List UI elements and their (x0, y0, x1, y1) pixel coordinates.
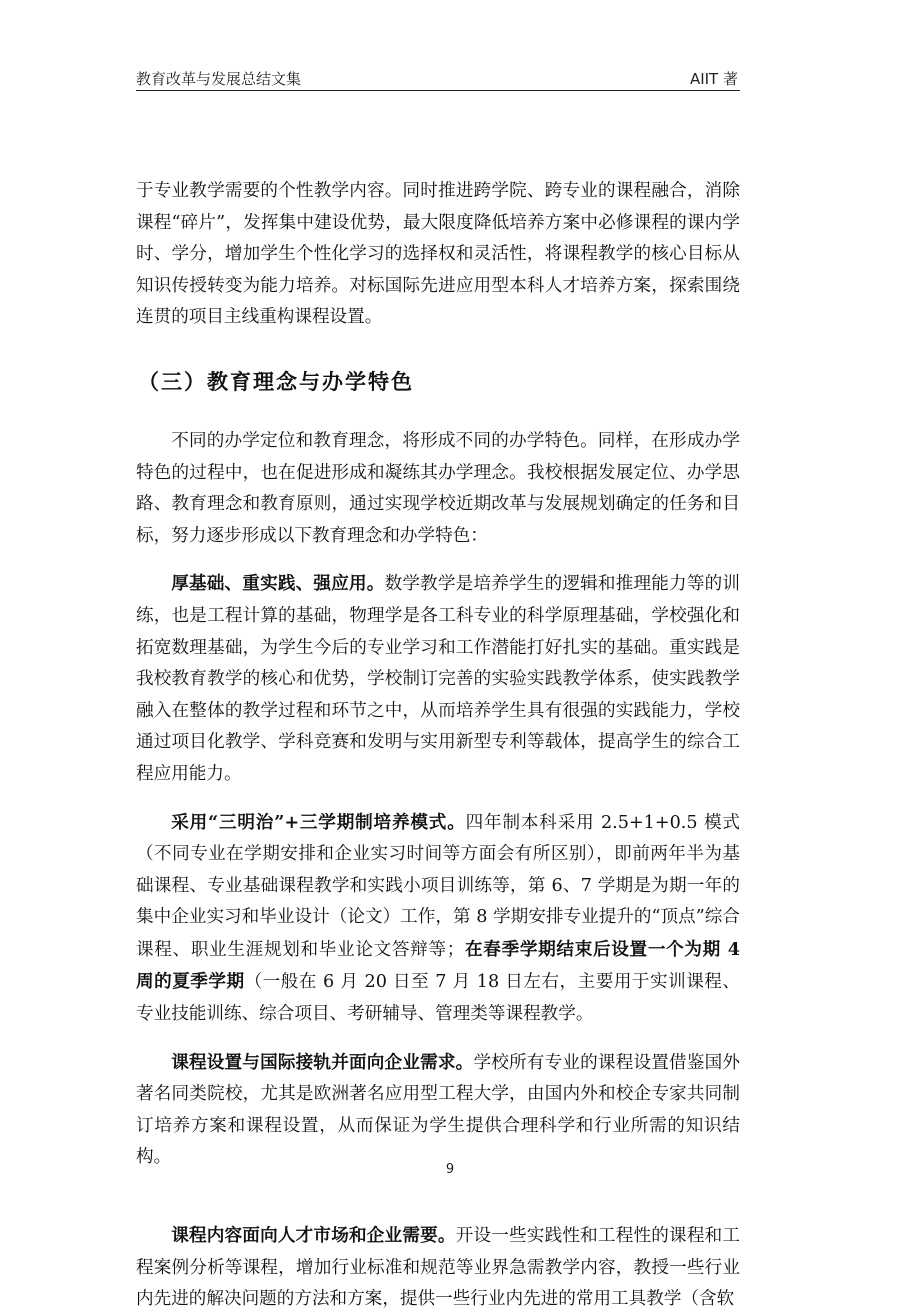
paragraph-lead-bold: 采用“三明治”+三学期制培养模式。 (171, 811, 466, 833)
paragraph-sandwich-model (136, 807, 740, 1031)
page-body (136, 176, 740, 1316)
paragraph-course-content (136, 1220, 740, 1316)
paragraph-text: 学校所有专业的课程设置借鉴国外著名同类院校，尤其是欧洲著名应用型工程大学，由国内外和校企专家共同制订培养方案和课程设置，从而保证为学生提供合理科学和行业所需的知识结构。 (136, 1052, 740, 1168)
paragraph-lead-bold: 课程内容面向人才市场和企业需要。 (171, 1225, 456, 1247)
section-intro-paragraph: 不同的办学定位和教育理念，将形成不同的办学特色。同样，在形成办学特色的过程中，也在促进形成和凝练其办学理念。我校根据发展定位、办学思路、教育理念和教育原则，通过实现学校近期改革与发展规划确定的任务和目标，努力逐步形成以下教育理念和办学特色： (136, 430, 740, 546)
paragraph-text: 数学教学是培养学生的逻辑和推理能力等的训练，也是工程计算的基础，物理学是各工科专业的科学原理基础，学校强化和拓宽数理基础，为学生今后的专业学习和工作潜能打好扎实的基础。重实践是我校教育教学的核心和优势，学校制订完善的实验实践教学体系，使实践教学融入在整体的教学过程和环节之中，从而培养学生具有很强的实践能力，学校通过项目化教学、学科竞赛和发明与实用新型专利等载体，提高学生的综合工程应用能力。 (136, 574, 740, 784)
paragraph-inline-bold: 在春季学期结束后设置一个为期 4 周的夏季学期 (136, 938, 740, 993)
header-title: 教育改革与发展总结文集 (136, 70, 302, 88)
paragraph-text: （一般在 6 月 20 日至 7 月 18 日左右，主要用于实训课程、专业技能训练、综合项目、考研辅导、管理类等课程教学。 (136, 972, 740, 1025)
section-heading: （三）教育理念与办学特色 (138, 369, 414, 394)
paragraph-text: 开设一些实践性和工程性的课程和工程案例分析等课程，增加行业标准和规范等业界急需教学内容，教授一些行业内先进的解决问题的方法和方案，提供一些行业内先进的常用工具教学（含软 (136, 1226, 740, 1310)
paragraph-curriculum-international (136, 1047, 740, 1174)
paragraph-lead-bold: 课程设置与国际接轨并面向企业需求。 (171, 1051, 474, 1073)
intro-paragraph: 于专业教学需要的个性教学内容。同时推进跨学院、跨专业的课程融合，消除课程“碎片”，发挥集中建设优势，最大限度降低培养方案中必修课程的课内学时、学分，增加学生个性化学习的选择权和灵活性，将课程教学的核心目标从知识传授转变为能力培养。对标国际先进应用型本科人才培养方案，探索围绕连贯的项目主线重构课程设置。 (136, 181, 740, 328)
page-number: 9 (445, 1162, 455, 1177)
paragraph-foundation-practice (136, 568, 740, 790)
paragraph-lead-bold: 厚基础、重实践、强应用。 (171, 573, 385, 595)
paragraph-text: 四年制本科采用 2.5+1+0.5 模式（不同专业在学期安排和企业实习时间等方面会有所区别），即前两年半为基础课程、专业基础课程教学和实践小项目训练等，第 6、7 学期是为期一年的集中企业实习和毕业设计（论文）工作，第 8 学期安排专业提升的“顶点”综合课程、职业生涯规划和毕业论文答辩等； (136, 812, 741, 960)
page-header (136, 60, 740, 91)
header-author: AIIT 著 (689, 70, 738, 88)
